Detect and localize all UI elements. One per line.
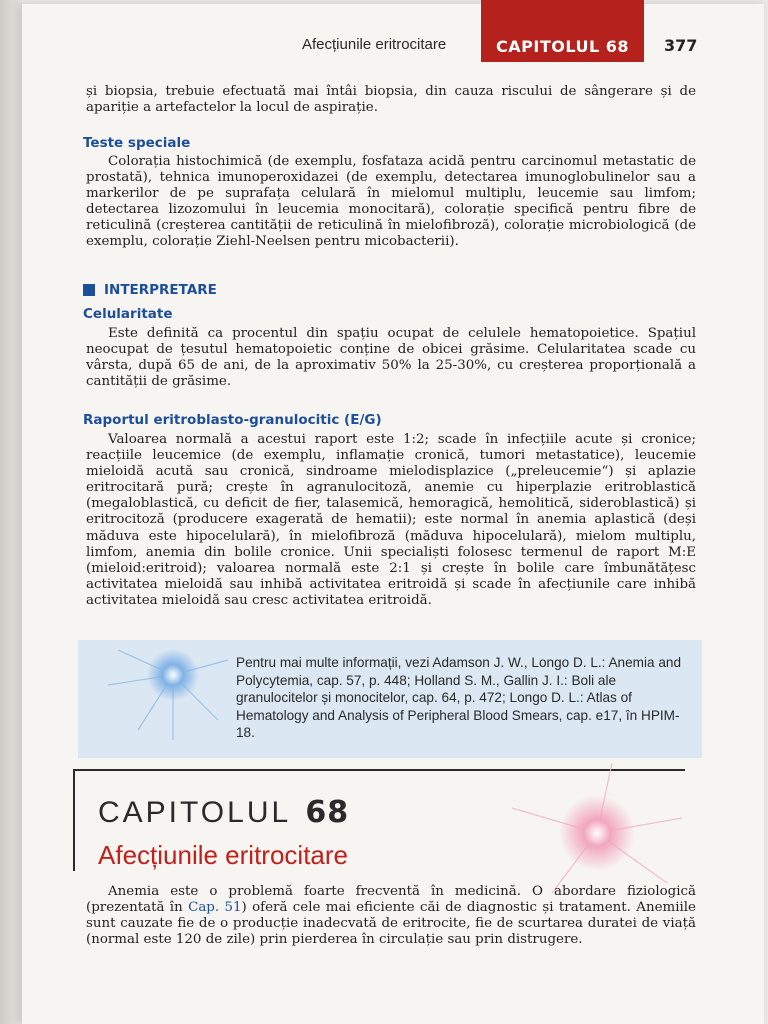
decorative-pink-star-icon [492, 758, 692, 898]
reference-text: Pentru mai multe informații, vezi Adamson J. W., Longo D. L.: Anemia and Polycytemia, cap. 57, p. 448; Holland S. M., Gallin J. I.: Boli ale granulocitelor și monocitelor, cap. 64, p. 472; Longo D. L.: Atlas of Hematology and Analysis of Peripheral Blood Smears, cap. e17, în HPIM-18. [236, 655, 682, 741]
interpretation-heading [83, 282, 217, 298]
special-tests-heading: Teste speciale [83, 135, 191, 151]
ratio-heading: Raportul eritroblasto-granulocitic (E/G) [83, 412, 382, 428]
chapter-heading [98, 795, 349, 830]
chapter-intro-block [86, 884, 696, 948]
special-tests-paragraph: Colorația histochimică (de exemplu, fosfataza acidă pentru carcinomul metastatic de prostată), tehnica imunoperoxidazei (de exemplu, detectarea imunoglobulinelor sau a markerilor de pe suprafața celulară în mielomul multiplu, leucemie sau limfom; detectarea lizozomului în leucemia monocitară), colorație specifică pentru fibre de reticulină (creșterea cantității de reticulină în mielofibroză), colorație microbiologică (de exemplu, colorație Ziehl-Neelsen pentru micobacterii). [86, 154, 696, 250]
ratio-paragraph: Valoarea normală a acestui raport este 1:2; scade în infecțiile acute și cronice; reacțiile leucemice (de exemplu, inflamație cronică, tumori metastatice), leucemie mieloidă acută sau cronică, sindroame mielodisplazice („preleucemie“) și aplazie eritrocitară pură; crește în agranulocitoză, anemie cu hiperplazie eritroblastică (megaloblastică, cu deficit de fier, talasemică, hemoragică, hemolitică, sideroblastică) și eritrocitoză (producere exagerată de hematii); este normal în anemia aplastică (deși măduva este hipocelulară), în mielofibroză (măduva hipocelulară), mielom multiplu, limfom, anemia din bolile cronice. Unii specialiști folosesc termenul de raport M:E (mieloid:eritroid); valoarea normală este 2:1 și crește în bolile care îmbunătățesc activitatea mieloidă sau inhibă activitatea eritroidă și scade în afecțiunile care inhibă activitatea mieloidă sau cresc activitatea eritroidă. [86, 432, 696, 608]
cellularity-block [86, 326, 696, 390]
chapter-label: CAPITOLUL [98, 796, 291, 829]
chapter-title: Afecțiunile eritrocitare [98, 840, 348, 870]
reference-box [78, 640, 702, 758]
ratio-block [86, 432, 696, 609]
book-spine-shadow [0, 0, 22, 1024]
section-square-icon [83, 284, 95, 296]
running-title: Afecțiunile eritrocitare [302, 36, 447, 53]
chapter-number: 68 [305, 795, 350, 830]
chapter-intro-text-start: Anemia este o problemă foarte frecventă în medicină. O abordare fiziologică (prezentată în [86, 884, 696, 916]
cellularity-paragraph: Este definită ca procentul din spațiu ocupat de celulele hematopoietice. Spațiul neocupat de țesutul hematopoietic conține de obicei grăsime. Celularitatea scade cu vârsta, după 65 de ani, de la aproximativ 50% la 25-30%, cu creșterea proporțională a cantității de grăsime. [86, 326, 696, 390]
interpretation-heading-label: INTERPRETARE [104, 282, 217, 298]
intro-paragraph-block [86, 84, 696, 116]
chapter-tab: CAPITOLUL 68 [481, 0, 644, 62]
intro-paragraph: și biopsia, trebuie efectuată mai întâi biopsia, din cauza riscului de sângerare și de apariție a artefactelor la locul de aspirație. [86, 84, 696, 116]
decorative-blue-star-icon [98, 640, 238, 750]
chapter-reference-link[interactable]: Cap. 51 [188, 900, 242, 916]
cellularity-heading: Celularitate [83, 306, 173, 322]
special-tests-block [86, 154, 696, 251]
page-number: 377 [664, 36, 698, 55]
chapter-intro-paragraph [86, 884, 696, 948]
chapter-intro-text-end: ) oferă cele mai eficiente căi de diagnostic și tratament. Anemiile sunt cauzate fie de o producție inadecvată de eritrocite, fie de scurtarea duratei de viață (normal este 120 de zile) prin pierderea în circulație sau prin distrugere. [86, 900, 696, 948]
